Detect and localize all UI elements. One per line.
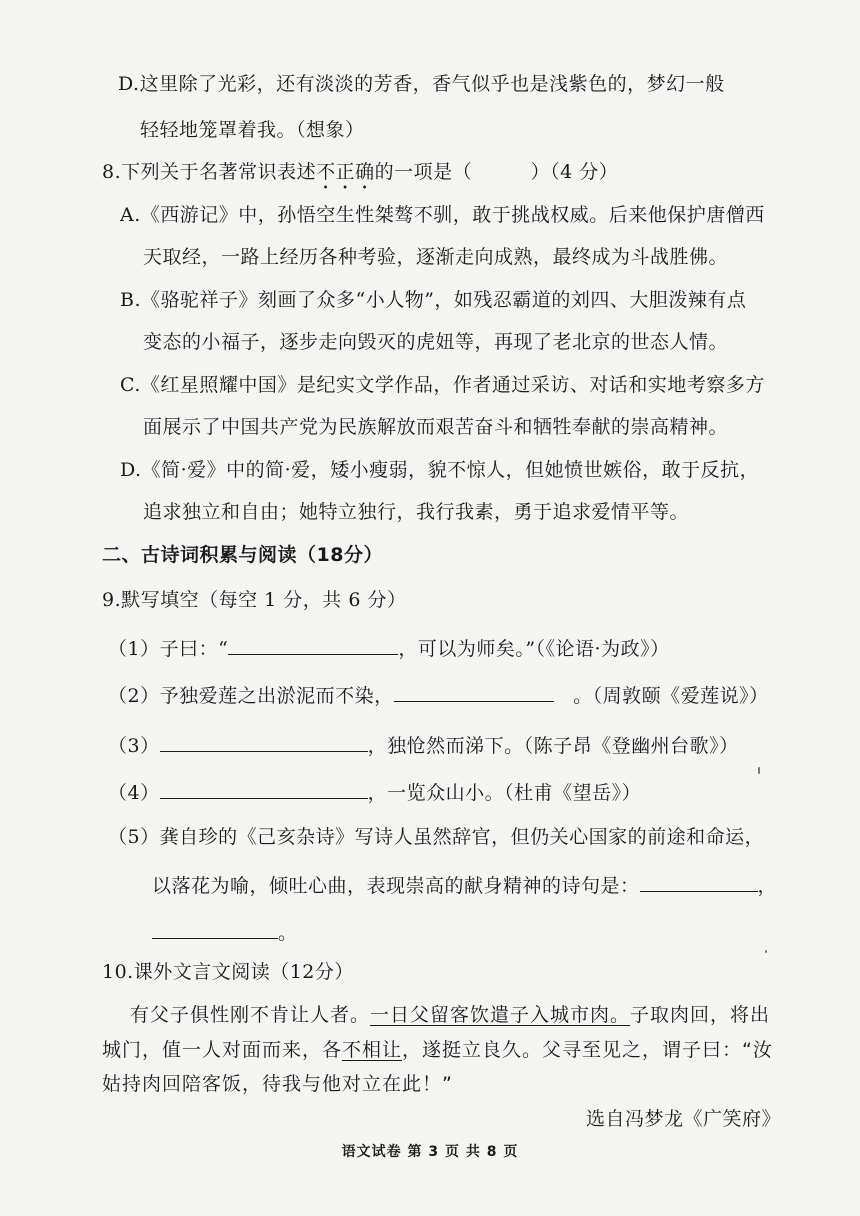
q8-stem bbox=[102, 160, 618, 194]
q10-stem: 10.课外文言文阅读（12分） bbox=[102, 961, 354, 983]
answer-blank[interactable] bbox=[160, 731, 368, 752]
q9-item-5-line1: （5）龚自珍的《己亥杂诗》写诗人虽然辞官，但仍关心国家的前途和命运， bbox=[108, 826, 765, 848]
q9-item-3-post: ，独怆然而涕下。（陈子昂《登幽州台歌》） bbox=[367, 735, 739, 757]
q8-option-c-line2: 面展示了中国共产党为民族解放而艰苦奋斗和牺牲奉献的崇高精神。 bbox=[143, 416, 729, 438]
q9-item-5-end: 。 bbox=[278, 922, 298, 944]
answer-blank[interactable] bbox=[228, 634, 398, 655]
q9-item-3-pre: （3） bbox=[108, 735, 160, 757]
q9-item-4 bbox=[108, 778, 641, 805]
q8-option-a-line2: 天取经，一路上经历各种考验，逐渐走向成熟，最终成为斗战胜佛。 bbox=[143, 246, 729, 268]
answer-blank[interactable] bbox=[640, 871, 758, 892]
q7-option-d-line1: D.这里除了光彩，还有淡淡的芳香，香气似乎也是浅紫色的，梦幻一般 bbox=[118, 73, 725, 95]
q9-item-2 bbox=[108, 681, 769, 708]
q10-underlined-phrase: 不相让 bbox=[342, 1039, 403, 1061]
q9-item-2-pre: （2）予独爱莲之出淤泥而不染， bbox=[108, 685, 394, 707]
q9-item-1-pre: （1）子曰：“ bbox=[108, 638, 229, 660]
q8-stem-emphasis: 不正确 bbox=[316, 161, 375, 183]
q9-item-2-post: 。（周敦颐《爱莲说》） bbox=[573, 685, 769, 707]
q9-item-5-line3 bbox=[152, 918, 298, 945]
q10-passage-p1a: 有父子俱性刚不肯让人者。 bbox=[130, 1004, 371, 1026]
q8-option-b-line1: B.《骆驼祥子》刻画了众多“小人物”，如残忍霸道的刘四、大胆泼辣有点 bbox=[120, 289, 747, 311]
q10-passage-line1 bbox=[130, 1003, 770, 1027]
q9-item-3 bbox=[108, 731, 739, 758]
q8-stem-b: 的一项是（ ）（4 分） bbox=[374, 161, 619, 183]
q10-passage-p2b: ，遂挺立良久。父寻至见之，谓子曰：“汝 bbox=[402, 1039, 773, 1061]
q9-item-1-post: ，可以为师矣。”（《论语·为政》） bbox=[398, 638, 670, 660]
q10-passage-p1b: 子取肉回，将出 bbox=[630, 1004, 771, 1026]
q10-passage-line2 bbox=[102, 1038, 773, 1062]
q9-item-5-comma: ， bbox=[757, 875, 778, 897]
scan-speck bbox=[758, 767, 760, 774]
q8-option-c-line1: C.《红星照耀中国》是纪实文学作品，作者通过采访、对话和实地考察多方 bbox=[120, 374, 765, 396]
q9-item-4-pre: （4） bbox=[108, 782, 160, 804]
q8-stem-a: 8.下列关于名著常识表述 bbox=[102, 161, 317, 183]
answer-blank[interactable] bbox=[152, 918, 278, 939]
page-footer: 语文试卷 第 3 页 共 8 页 bbox=[341, 1144, 519, 1160]
q9-item-4-post: ，一览众山小。（杜甫《望岳》） bbox=[367, 782, 642, 804]
q10-passage-p2a: 城门，值一人对面而来，各 bbox=[102, 1039, 343, 1061]
q8-option-d-line2: 追求独立和自由；她特立独行，我行我素，勇于追求爱情平等。 bbox=[143, 501, 690, 523]
q8-option-a-line1: A.《西游记》中，孙悟空生性桀骜不驯，敢于挑战权威。后来他保护唐僧西 bbox=[120, 204, 765, 226]
q9-stem: 9.默写填空（每空 1 分，共 6 分） bbox=[102, 589, 407, 611]
q10-source: 选自冯梦龙《广笑府》 bbox=[586, 1108, 782, 1130]
q10-underlined-sentence: 一日父留客饮遣子入城市肉。 bbox=[370, 1004, 631, 1026]
answer-blank[interactable] bbox=[394, 681, 554, 702]
section-heading: 二、古诗词积累与阅读（18分） bbox=[102, 544, 383, 566]
q8-option-b-line2: 变态的小福子，逐步走向毁灭的虎妞等，再现了老北京的世态人情。 bbox=[143, 331, 729, 353]
q7-option-d-line2: 轻轻地笼罩着我。（想象） bbox=[140, 119, 365, 141]
q10-passage-line3: 姑持肉回陪客饭，待我与他对立在此！” bbox=[102, 1073, 453, 1095]
q9-item-5-text: 以落花为喻，倾吐心曲，表现崇高的献身精神的诗句是： bbox=[152, 875, 640, 897]
answer-blank[interactable] bbox=[160, 778, 368, 799]
scan-speck bbox=[765, 950, 767, 953]
q9-item-1 bbox=[108, 634, 670, 661]
q9-item-5-line2 bbox=[152, 871, 777, 898]
q8-option-d-line1: D.《简·爱》中的简·爱，矮小瘦弱，貌不惊人，但她愤世嫉俗，敢于反抗， bbox=[120, 459, 760, 481]
